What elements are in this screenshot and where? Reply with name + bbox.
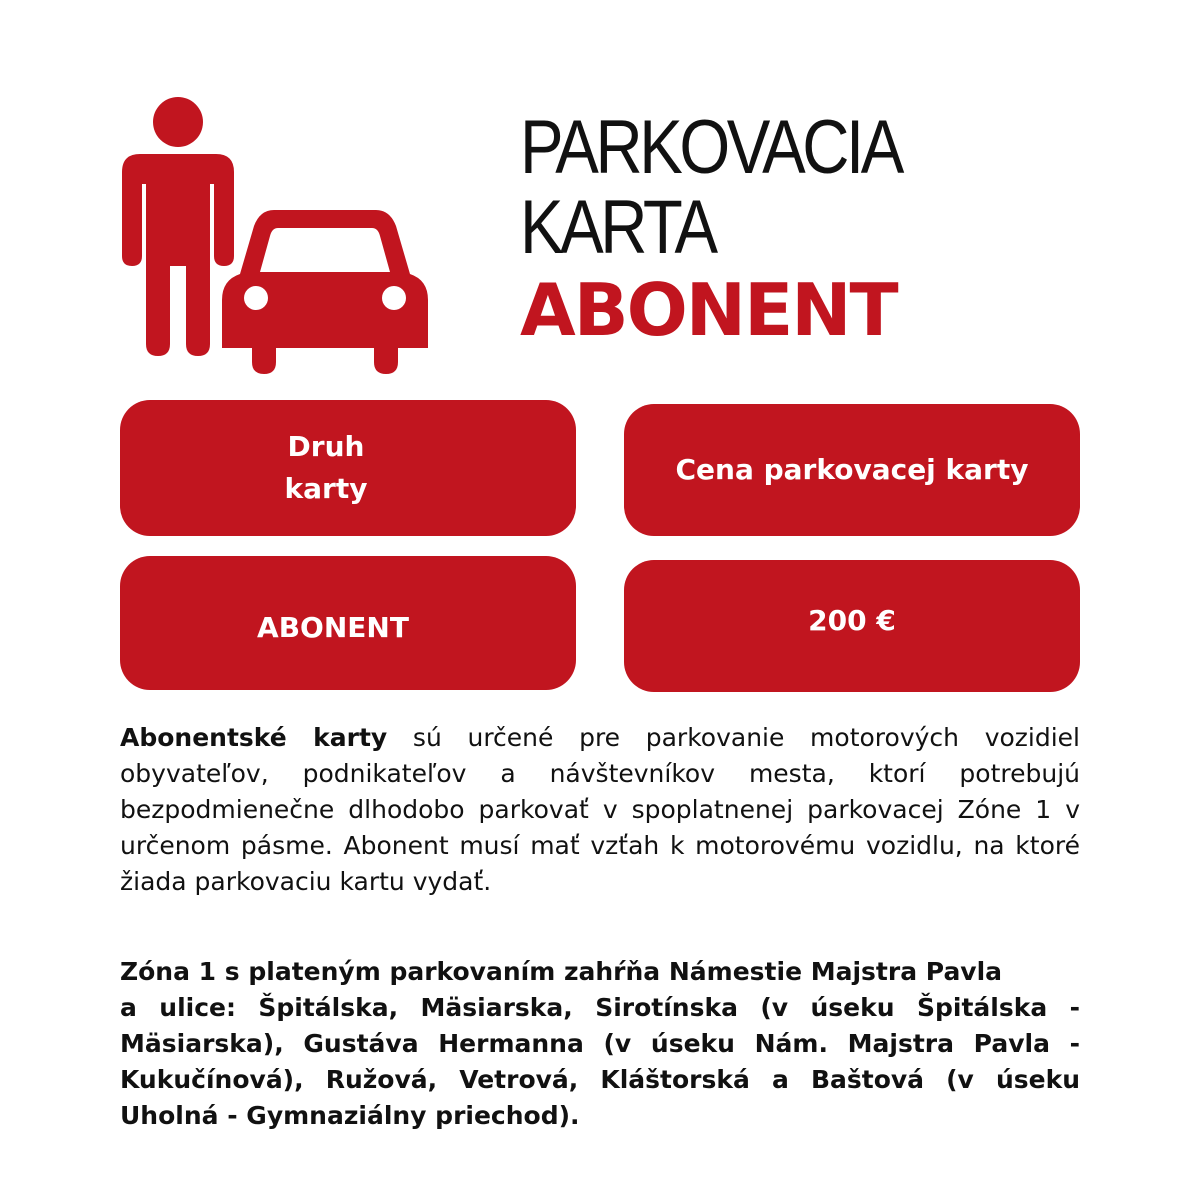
person-body (122, 154, 234, 356)
car-headlight-left (244, 286, 268, 310)
description-paragraph (120, 720, 1080, 900)
card-price-header-label: Cena parkovacej karty (675, 453, 1029, 486)
card-type-header-line2: karty (284, 472, 368, 505)
card-price-header (624, 404, 1080, 536)
card-type-header (120, 400, 576, 536)
card-price-value (624, 560, 1080, 692)
car-headlight-right (382, 286, 406, 310)
person-icon (118, 96, 238, 356)
title-line-accent: ABONENT (520, 268, 897, 352)
car-windshield (260, 228, 390, 272)
description-text: sú určené pre parkovanie motorových vozidiel obyvateľov, podnikateľov a návštevníkov mesta, ktorí potrebujú bezpodmienečne dlhodobo parkovať v spoplatnenej parkovacej Zóne 1 v určenom pásme. Abonent musí mať vzťah k motorovému vozidlu, na ktoré žiada parkovaciu kartu vydať. (120, 723, 1080, 896)
title-line-2: KARTA (520, 185, 715, 270)
card-price-value-label: 200 € (808, 604, 896, 637)
zone-line-1: Zóna 1 s plateným parkovaním zahŕňa Námestie Majstra Pavla (120, 957, 1003, 986)
zone-line-2: a ulice: Špitálska, Mäsiarska, Sirotínska (v úseku Špitálska - Mäsiarska), Gustáva Hermanna (v úseku Nám. Majstra Pavla - Kukučínová), Ružová, Vetrová, Kláštorská a Baštová (v úseku Uholná - Gymnaziálny priechod). (120, 993, 1080, 1130)
page-title (520, 105, 1160, 352)
zone-paragraph (120, 954, 1080, 1134)
card-type-header-line1: Druh (287, 430, 365, 463)
title-line-1: PARKOVACIA (520, 105, 901, 190)
description-bold-lead: Abonentské karty (120, 723, 388, 752)
card-type-value (120, 556, 576, 690)
car-icon (222, 206, 428, 376)
card-type-value-label: ABONENT (257, 611, 409, 644)
person-head (153, 97, 203, 147)
